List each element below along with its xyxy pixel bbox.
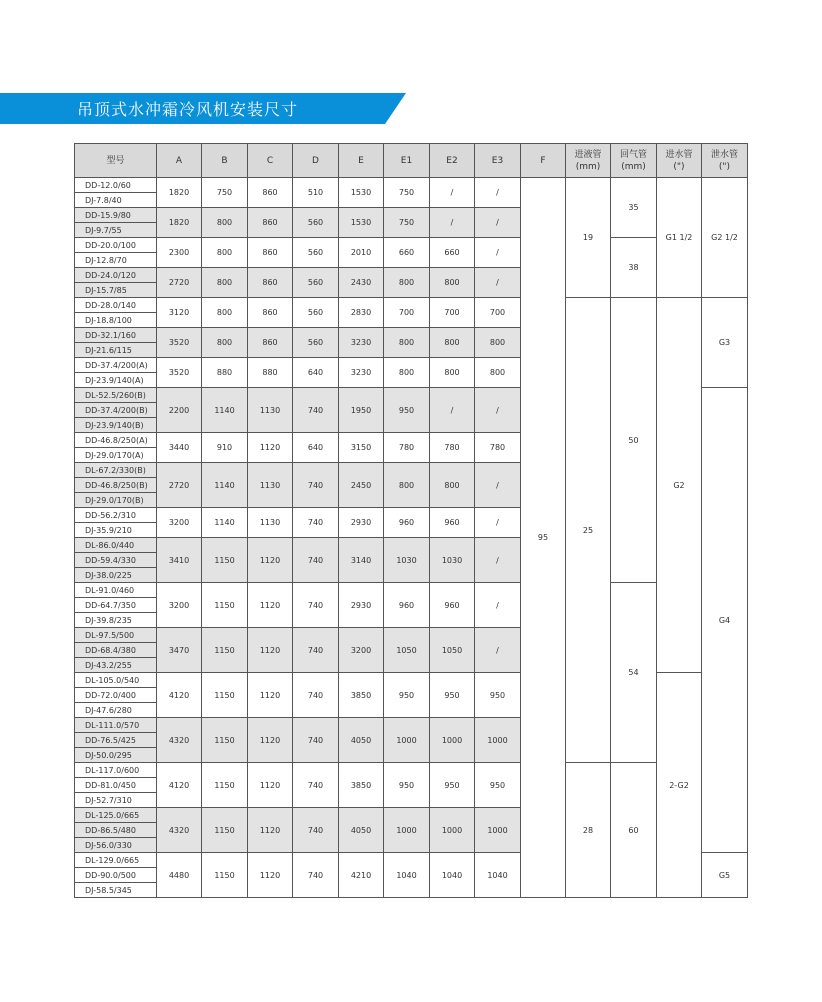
value-e1: 800 bbox=[384, 268, 430, 298]
value-e2: 1000 bbox=[430, 718, 475, 763]
value-b: 800 bbox=[202, 208, 248, 238]
value-a: 3440 bbox=[157, 433, 202, 463]
model-cell: DD-46.8/250(B) bbox=[75, 478, 157, 493]
model-cell: DJ-23.9/140(A) bbox=[75, 373, 157, 388]
value-a: 3520 bbox=[157, 358, 202, 388]
model-cell: DD-56.2/310 bbox=[75, 508, 157, 523]
model-cell: DJ-21.6/115 bbox=[75, 343, 157, 358]
value-a: 2720 bbox=[157, 463, 202, 508]
value-e1: 960 bbox=[384, 583, 430, 628]
value-a: 3410 bbox=[157, 538, 202, 583]
model-cell: DD-37.4/200(A) bbox=[75, 358, 157, 373]
value-e1: 1030 bbox=[384, 538, 430, 583]
value-d: 560 bbox=[293, 298, 339, 328]
value-e: 3150 bbox=[339, 433, 384, 463]
value-d: 740 bbox=[293, 718, 339, 763]
model-cell: DJ-39.8/235 bbox=[75, 613, 157, 628]
value-e2: 1050 bbox=[430, 628, 475, 673]
value-c: 1120 bbox=[248, 673, 293, 718]
value-e: 2010 bbox=[339, 238, 384, 268]
model-cell: DJ-56.0/330 bbox=[75, 838, 157, 853]
model-cell: DJ-12.8/70 bbox=[75, 253, 157, 268]
value-e1: 700 bbox=[384, 298, 430, 328]
value-d: 740 bbox=[293, 538, 339, 583]
value-d: 740 bbox=[293, 628, 339, 673]
model-cell: DJ-50.0/295 bbox=[75, 748, 157, 763]
value-e: 3850 bbox=[339, 673, 384, 718]
model-cell: DJ-38.0/225 bbox=[75, 568, 157, 583]
value-c: 1120 bbox=[248, 853, 293, 898]
value-d: 560 bbox=[293, 328, 339, 358]
value-d: 640 bbox=[293, 358, 339, 388]
value-e: 3230 bbox=[339, 328, 384, 358]
value-e: 4050 bbox=[339, 718, 384, 763]
value-drain-pipe: G4 bbox=[702, 388, 748, 853]
value-e: 1530 bbox=[339, 208, 384, 238]
table-row bbox=[75, 298, 748, 313]
value-d: 560 bbox=[293, 208, 339, 238]
value-e2: 800 bbox=[430, 328, 475, 358]
value-e3: 800 bbox=[475, 328, 521, 358]
value-d: 740 bbox=[293, 583, 339, 628]
value-e2: 950 bbox=[430, 673, 475, 718]
model-cell: DJ-18.8/100 bbox=[75, 313, 157, 328]
value-e1: 1000 bbox=[384, 808, 430, 853]
value-d: 740 bbox=[293, 463, 339, 508]
value-a: 3520 bbox=[157, 328, 202, 358]
value-b: 1140 bbox=[202, 388, 248, 433]
value-e3: / bbox=[475, 178, 521, 208]
model-cell: DL-125.0/665 bbox=[75, 808, 157, 823]
value-b: 800 bbox=[202, 298, 248, 328]
title-banner bbox=[0, 93, 406, 124]
value-e2: / bbox=[430, 388, 475, 433]
value-e2: / bbox=[430, 178, 475, 208]
model-cell: DD-68.4/380 bbox=[75, 643, 157, 658]
value-e1: 800 bbox=[384, 463, 430, 508]
value-a: 2720 bbox=[157, 268, 202, 298]
col-drain-pipe bbox=[702, 144, 748, 178]
value-e2: / bbox=[430, 208, 475, 238]
value-e1: 950 bbox=[384, 388, 430, 433]
value-e3: 800 bbox=[475, 358, 521, 388]
value-e1: 660 bbox=[384, 238, 430, 268]
value-e1: 950 bbox=[384, 763, 430, 808]
model-cell: DD-24.0/120 bbox=[75, 268, 157, 283]
model-cell: DJ-43.2/255 bbox=[75, 658, 157, 673]
dimension-table bbox=[74, 143, 748, 898]
value-e1: 750 bbox=[384, 178, 430, 208]
gas-label: 回气管 bbox=[619, 149, 647, 160]
value-drain-pipe: G2 1/2 bbox=[702, 178, 748, 298]
value-gas-pipe: 54 bbox=[611, 583, 657, 763]
value-c: 1130 bbox=[248, 508, 293, 538]
value-e1: 750 bbox=[384, 208, 430, 238]
col-e1: E1 bbox=[384, 144, 430, 178]
col-f: F bbox=[521, 144, 566, 178]
value-e3: 950 bbox=[475, 673, 521, 718]
value-e1: 1000 bbox=[384, 718, 430, 763]
value-d: 640 bbox=[293, 433, 339, 463]
value-e: 1530 bbox=[339, 178, 384, 208]
col-model: 型号 bbox=[75, 144, 157, 178]
value-b: 880 bbox=[202, 358, 248, 388]
value-c: 1130 bbox=[248, 463, 293, 508]
model-cell: DL-111.0/570 bbox=[75, 718, 157, 733]
model-cell: DL-86.0/440 bbox=[75, 538, 157, 553]
model-cell: DL-97.5/500 bbox=[75, 628, 157, 643]
value-e2: 800 bbox=[430, 268, 475, 298]
model-cell: DD-59.4/330 bbox=[75, 553, 157, 568]
value-gas-pipe: 35 bbox=[611, 178, 657, 238]
value-e: 3230 bbox=[339, 358, 384, 388]
value-d: 740 bbox=[293, 673, 339, 718]
model-cell: DL-105.0/540 bbox=[75, 673, 157, 688]
value-e: 2450 bbox=[339, 463, 384, 508]
value-e2: 960 bbox=[430, 508, 475, 538]
model-cell: DJ-58.5/345 bbox=[75, 883, 157, 898]
model-cell: DL-52.5/260(B) bbox=[75, 388, 157, 403]
model-cell: DJ-9.7/55 bbox=[75, 223, 157, 238]
value-a: 1820 bbox=[157, 178, 202, 208]
model-cell: DJ-23.9/140(B) bbox=[75, 418, 157, 433]
value-f: 95 bbox=[521, 178, 566, 898]
drain-unit: (") bbox=[718, 161, 731, 172]
value-b: 910 bbox=[202, 433, 248, 463]
value-d: 560 bbox=[293, 268, 339, 298]
value-b: 800 bbox=[202, 238, 248, 268]
table-header-row bbox=[75, 144, 748, 178]
value-c: 1120 bbox=[248, 433, 293, 463]
value-c: 1120 bbox=[248, 763, 293, 808]
value-e: 2930 bbox=[339, 508, 384, 538]
value-e3: / bbox=[475, 538, 521, 583]
page-title: 吊顶式水冲霜冷风机安装尺寸 bbox=[77, 100, 299, 119]
value-c: 1130 bbox=[248, 388, 293, 433]
model-cell: DJ-35.9/210 bbox=[75, 523, 157, 538]
value-e1: 1040 bbox=[384, 853, 430, 898]
value-c: 1120 bbox=[248, 808, 293, 853]
value-b: 1150 bbox=[202, 763, 248, 808]
value-e2: 1000 bbox=[430, 808, 475, 853]
col-gas-pipe bbox=[611, 144, 657, 178]
col-d: D bbox=[293, 144, 339, 178]
model-cell: DL-129.0/665 bbox=[75, 853, 157, 868]
value-liquid-pipe: 25 bbox=[566, 298, 611, 763]
model-cell: DL-67.2/330(B) bbox=[75, 463, 157, 478]
value-water-in-pipe: G2 bbox=[657, 298, 702, 673]
value-e3: / bbox=[475, 208, 521, 238]
value-e3: / bbox=[475, 463, 521, 508]
value-e3: 1000 bbox=[475, 808, 521, 853]
value-c: 860 bbox=[248, 238, 293, 268]
value-d: 740 bbox=[293, 853, 339, 898]
value-e: 4050 bbox=[339, 808, 384, 853]
value-e2: 700 bbox=[430, 298, 475, 328]
value-a: 3470 bbox=[157, 628, 202, 673]
value-e: 2930 bbox=[339, 583, 384, 628]
value-a: 3200 bbox=[157, 583, 202, 628]
value-a: 3200 bbox=[157, 508, 202, 538]
value-liquid-pipe: 28 bbox=[566, 763, 611, 898]
value-b: 1140 bbox=[202, 463, 248, 508]
table-row bbox=[75, 763, 748, 778]
value-c: 1120 bbox=[248, 538, 293, 583]
model-cell: DL-91.0/460 bbox=[75, 583, 157, 598]
model-cell: DJ-29.0/170(A) bbox=[75, 448, 157, 463]
value-c: 1120 bbox=[248, 583, 293, 628]
model-cell: DD-46.8/250(A) bbox=[75, 433, 157, 448]
model-cell: DD-86.5/480 bbox=[75, 823, 157, 838]
value-b: 800 bbox=[202, 268, 248, 298]
model-cell: DD-72.0/400 bbox=[75, 688, 157, 703]
value-b: 800 bbox=[202, 328, 248, 358]
value-e2: 950 bbox=[430, 763, 475, 808]
value-a: 4320 bbox=[157, 718, 202, 763]
value-e3: 780 bbox=[475, 433, 521, 463]
col-e2: E2 bbox=[430, 144, 475, 178]
value-d: 740 bbox=[293, 508, 339, 538]
model-cell: DD-28.0/140 bbox=[75, 298, 157, 313]
value-a: 2200 bbox=[157, 388, 202, 433]
value-b: 1150 bbox=[202, 673, 248, 718]
value-e1: 1050 bbox=[384, 628, 430, 673]
value-a: 4120 bbox=[157, 673, 202, 718]
value-a: 4320 bbox=[157, 808, 202, 853]
model-cell: DD-15.9/80 bbox=[75, 208, 157, 223]
model-cell: DD-32.1/160 bbox=[75, 328, 157, 343]
value-a: 3120 bbox=[157, 298, 202, 328]
value-e: 3200 bbox=[339, 628, 384, 673]
value-e2: 800 bbox=[430, 463, 475, 508]
col-e3: E3 bbox=[475, 144, 521, 178]
value-e: 2430 bbox=[339, 268, 384, 298]
value-e2: 1030 bbox=[430, 538, 475, 583]
gas-unit: (mm) bbox=[621, 161, 646, 172]
value-e3: / bbox=[475, 628, 521, 673]
value-a: 4480 bbox=[157, 853, 202, 898]
value-d: 740 bbox=[293, 388, 339, 433]
value-e: 3140 bbox=[339, 538, 384, 583]
value-a: 2300 bbox=[157, 238, 202, 268]
liquid-label: 进液管 bbox=[574, 149, 602, 160]
drain-label: 泄水管 bbox=[710, 149, 738, 160]
value-e2: 800 bbox=[430, 358, 475, 388]
model-cell: DD-20.0/100 bbox=[75, 238, 157, 253]
water-in-unit: (") bbox=[673, 161, 685, 172]
col-e: E bbox=[339, 144, 384, 178]
col-a: A bbox=[157, 144, 202, 178]
model-cell: DJ-47.6/280 bbox=[75, 703, 157, 718]
model-cell: DL-117.0/600 bbox=[75, 763, 157, 778]
value-gas-pipe: 60 bbox=[611, 763, 657, 898]
model-cell: DJ-15.7/85 bbox=[75, 283, 157, 298]
value-c: 860 bbox=[248, 208, 293, 238]
value-c: 860 bbox=[248, 268, 293, 298]
col-water-in-pipe bbox=[657, 144, 702, 178]
value-e3: / bbox=[475, 268, 521, 298]
value-e1: 960 bbox=[384, 508, 430, 538]
value-b: 750 bbox=[202, 178, 248, 208]
col-liquid-pipe bbox=[566, 144, 611, 178]
table-row bbox=[75, 178, 748, 193]
value-e: 2830 bbox=[339, 298, 384, 328]
value-e: 3850 bbox=[339, 763, 384, 808]
model-cell: DD-90.0/500 bbox=[75, 868, 157, 883]
table-row bbox=[75, 238, 748, 253]
value-water-in-pipe: G1 1/2 bbox=[657, 178, 702, 298]
value-e3: 700 bbox=[475, 298, 521, 328]
value-a: 4120 bbox=[157, 763, 202, 808]
model-cell: DD-12.0/60 bbox=[75, 178, 157, 193]
value-a: 1820 bbox=[157, 208, 202, 238]
value-c: 1120 bbox=[248, 718, 293, 763]
value-e3: / bbox=[475, 388, 521, 433]
col-c: C bbox=[248, 144, 293, 178]
value-d: 740 bbox=[293, 763, 339, 808]
value-d: 510 bbox=[293, 178, 339, 208]
model-cell: DJ-7.8/40 bbox=[75, 193, 157, 208]
value-drain-pipe: G5 bbox=[702, 853, 748, 898]
value-b: 1150 bbox=[202, 808, 248, 853]
value-e1: 800 bbox=[384, 328, 430, 358]
water-in-label: 进水管 bbox=[665, 149, 693, 160]
value-e: 4210 bbox=[339, 853, 384, 898]
model-cell: DJ-52.7/310 bbox=[75, 793, 157, 808]
value-e2: 1040 bbox=[430, 853, 475, 898]
value-c: 860 bbox=[248, 328, 293, 358]
value-d: 560 bbox=[293, 238, 339, 268]
value-e3: 950 bbox=[475, 763, 521, 808]
value-e2: 960 bbox=[430, 583, 475, 628]
value-b: 1150 bbox=[202, 628, 248, 673]
model-cell: DJ-29.0/170(B) bbox=[75, 493, 157, 508]
value-e2: 780 bbox=[430, 433, 475, 463]
value-b: 1150 bbox=[202, 538, 248, 583]
value-b: 1150 bbox=[202, 853, 248, 898]
value-e3: 1000 bbox=[475, 718, 521, 763]
value-e3: / bbox=[475, 508, 521, 538]
value-e1: 800 bbox=[384, 358, 430, 388]
value-b: 1150 bbox=[202, 583, 248, 628]
value-c: 860 bbox=[248, 178, 293, 208]
value-e1: 950 bbox=[384, 673, 430, 718]
value-c: 1120 bbox=[248, 628, 293, 673]
value-c: 880 bbox=[248, 358, 293, 388]
value-c: 860 bbox=[248, 298, 293, 328]
value-drain-pipe: G3 bbox=[702, 298, 748, 388]
value-gas-pipe: 50 bbox=[611, 298, 657, 583]
value-e3: / bbox=[475, 238, 521, 268]
col-b: B bbox=[202, 144, 248, 178]
liquid-unit: (mm) bbox=[575, 161, 601, 172]
value-e: 1950 bbox=[339, 388, 384, 433]
value-water-in-pipe: 2-G2 bbox=[657, 673, 702, 898]
model-cell: DD-81.0/450 bbox=[75, 778, 157, 793]
value-e2: 660 bbox=[430, 238, 475, 268]
value-e3: / bbox=[475, 583, 521, 628]
table-body bbox=[75, 178, 748, 898]
value-gas-pipe: 38 bbox=[611, 238, 657, 298]
value-b: 1150 bbox=[202, 718, 248, 763]
table-row bbox=[75, 583, 748, 598]
value-e3: 1040 bbox=[475, 853, 521, 898]
value-b: 1140 bbox=[202, 508, 248, 538]
model-cell: DD-64.7/350 bbox=[75, 598, 157, 613]
value-e1: 780 bbox=[384, 433, 430, 463]
value-liquid-pipe: 19 bbox=[566, 178, 611, 298]
value-d: 740 bbox=[293, 808, 339, 853]
model-cell: DD-76.5/425 bbox=[75, 733, 157, 748]
model-cell: DD-37.4/200(B) bbox=[75, 403, 157, 418]
